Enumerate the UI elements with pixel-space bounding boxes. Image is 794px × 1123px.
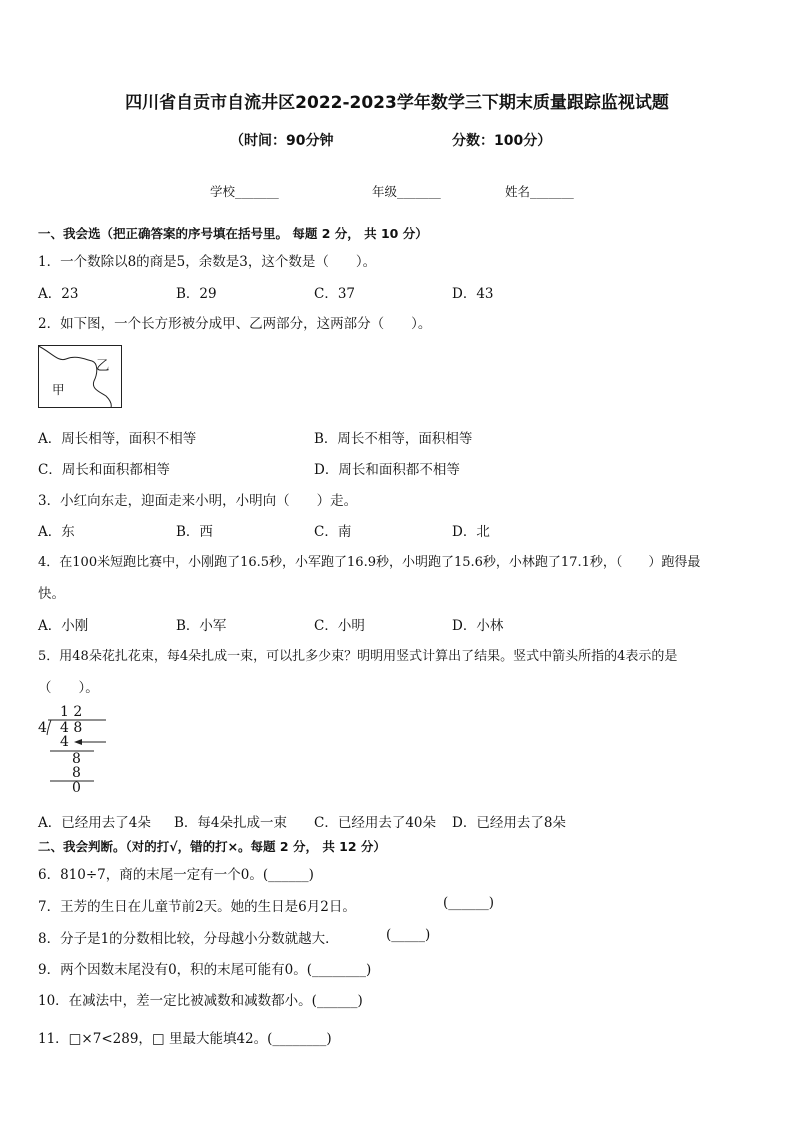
dividend: 4 8 <box>60 720 83 736</box>
grade-field: 年级_______ <box>372 184 441 199</box>
section1-header: 一、我会选（把正确答案的序号填在括号里。 每题 2 分， 共 10 分） <box>38 226 428 241</box>
q7-blank: (______) <box>443 895 495 911</box>
q2-stem: 2．如下图，一个长方形被分成甲、乙两部分，这两部分（ ）。 <box>38 316 432 332</box>
name-field: 姓名_______ <box>505 184 574 199</box>
q1-option-d: D．43 <box>452 286 494 302</box>
q3-option-d: D．北 <box>452 524 490 540</box>
q3-option-c: C．南 <box>314 524 352 540</box>
q2-option-c: C．周长和面积都相等 <box>38 462 170 478</box>
q5-option-c: C．已经用去了40朵 <box>314 815 437 831</box>
q1-option-a: A．23 <box>38 286 79 302</box>
section2-header: 二、我会判断。（对的打√，错的打×。每题 2 分， 共 12 分） <box>38 839 386 854</box>
q8-blank: (_____) <box>386 927 431 943</box>
q4-option-a: A．小刚 <box>38 618 89 634</box>
q3-option-a: A．东 <box>38 524 75 540</box>
q11: 11．□×7<289，□ 里最大能填42。(________) <box>38 1031 332 1047</box>
q5-option-b: B．每4朵扎成一束 <box>174 815 288 831</box>
q9: 9．两个因数末尾没有0，积的末尾可能有0。(________) <box>38 962 372 978</box>
q1-option-b: B．29 <box>176 286 217 302</box>
q3-option-b: B．西 <box>176 524 213 540</box>
step-product-4: 4 <box>60 734 69 750</box>
q4-option-d: D．小林 <box>452 618 504 634</box>
q10: 10．在减法中，差一定比被减数和减数都小。(______) <box>38 993 363 1009</box>
q5-stem-line2: （ ）。 <box>38 680 99 696</box>
q5-option-d: D．已经用去了8朵 <box>452 815 566 831</box>
q2-option-b: B．周长不相等，面积相等 <box>314 431 473 447</box>
time-label: （时间：90分钟 <box>230 133 334 149</box>
final-remainder: 0 <box>72 780 81 796</box>
step-product-8: 8 <box>72 765 81 781</box>
q7-stem: 7．王芳的生日在儿童节前2天。她的生日是6月2日。 <box>38 899 356 915</box>
figure-label-yi: 乙 <box>96 358 110 374</box>
long-division-figure <box>38 704 118 798</box>
q2-option-d: D．周长和面积都不相等 <box>314 462 460 478</box>
figure-label-jia: 甲 <box>52 382 65 397</box>
score-label: 分数：100分） <box>452 133 552 149</box>
q4-stem-line2: 快。 <box>38 586 65 602</box>
quotient: 1 2 <box>60 704 83 720</box>
q2-option-a: A．周长相等，面积不相等 <box>38 431 197 447</box>
step-remainder-8: 8 <box>72 751 81 767</box>
school-field: 学校_______ <box>210 184 279 199</box>
q1-option-c: C．37 <box>314 286 356 302</box>
q1-stem: 1．一个数除以8的商是5，余数是3，这个数是（ ）。 <box>38 254 377 270</box>
q6: 6．810÷7，商的末尾一定有一个0。(______) <box>38 867 314 883</box>
divisor: 4 <box>38 720 47 736</box>
page-title: 四川省自贡市自流井区2022-2023学年数学三下期末质量跟踪监视试题 <box>125 93 669 113</box>
q5-stem-line1: 5．用48朵花扎花束，每4朵扎成一束，可以扎多少束？明明用竖式计算出了结果。竖式中箭头所指的4表示的是 <box>38 649 678 664</box>
q3-stem: 3．小红向东走，迎面走来小明，小明向（ ）走。 <box>38 493 358 509</box>
q8-stem: 8．分子是1的分数相比较，分母越小分数就越大． <box>38 931 339 947</box>
q4-option-c: C．小明 <box>314 618 365 634</box>
q4-option-b: B．小军 <box>176 618 227 634</box>
q5-option-a: A．已经用去了4朵 <box>38 815 151 831</box>
q4-stem-line1: 4．在100米短跑比赛中，小刚跑了16.5秒，小军跑了16.9秒，小明跑了15.6秒，小林跑了17.1秒，（ ）跑得最 <box>38 555 701 570</box>
